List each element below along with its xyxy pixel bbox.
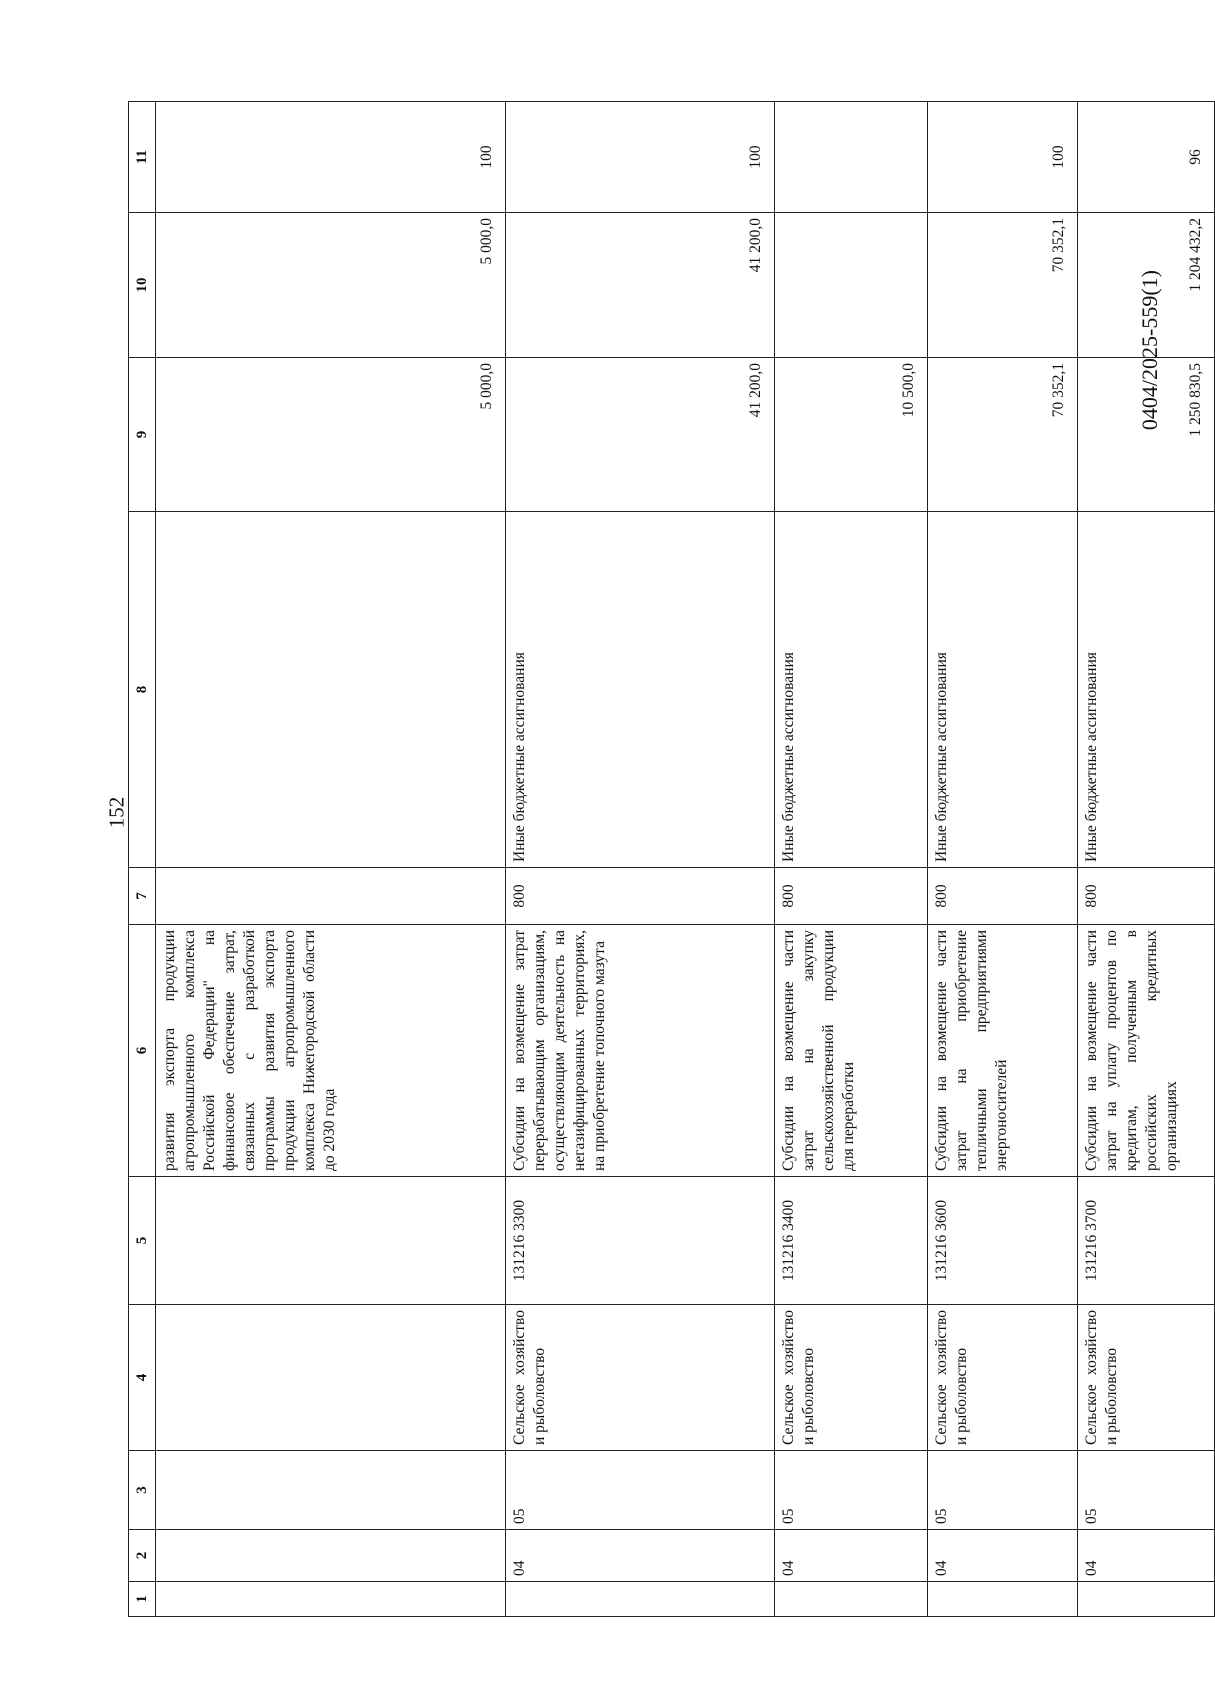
cell-col11: 100	[156, 102, 506, 213]
cell-col8: Иные бюджетные ассигнования	[505, 512, 774, 868]
cell-col2: 04	[1078, 1530, 1215, 1582]
col-header: 8	[129, 512, 156, 868]
cell-col9: 1 250 830,5	[1078, 358, 1215, 512]
cell-col10: 41 200,0	[505, 213, 774, 358]
cell-col10: 1 204 432,2	[1078, 213, 1215, 358]
cell-col1	[156, 1582, 506, 1617]
cell-col10	[774, 213, 927, 358]
col-header: 11	[129, 102, 156, 213]
document-code: 0404/2025-559(1)	[1137, 270, 1162, 431]
cell-col1	[774, 1582, 927, 1617]
cell-col9: 70 352,1	[927, 358, 1078, 512]
cell-col3: 05	[1078, 1451, 1215, 1530]
cell-col8: Иные бюджетные ассигнования	[774, 512, 927, 868]
col-header: 10	[129, 213, 156, 358]
col-header: 4	[129, 1305, 156, 1451]
cell-col4	[156, 1305, 506, 1451]
col-header: 5	[129, 1177, 156, 1305]
cell-col6: Субсидии на возмещение затрат перерабатывающим организациям, осуществляющим деятельность на негазифицированных территориях, на приобретение топочного мазута	[505, 925, 774, 1177]
cell-col8: Иные бюджетные ассигнования	[927, 512, 1078, 868]
budget-table	[128, 101, 1215, 1617]
cell-col1	[1078, 1582, 1215, 1617]
cell-col4: Сельское хозяйство и рыболовство	[774, 1305, 927, 1451]
cell-col7	[156, 868, 506, 925]
cell-col6: Субсидии на возмещение части затрат на уплату процентов по кредитам, полученным в российских кредитных организациях	[1078, 925, 1215, 1177]
cell-col7: 800	[927, 868, 1078, 925]
cell-col7: 800	[774, 868, 927, 925]
col-header: 6	[129, 925, 156, 1177]
col-header: 2	[129, 1530, 156, 1582]
cell-col5: 131216 3300	[505, 1177, 774, 1305]
cell-col3: 05	[505, 1451, 774, 1530]
cell-col5: 131216 3600	[927, 1177, 1078, 1305]
cell-col2: 04	[927, 1530, 1078, 1582]
cell-col6: Субсидии на возмещение части затрат на приобретение тепличными предприятиями энергоносителей	[927, 925, 1078, 1177]
cell-col10: 5 000,0	[156, 213, 506, 358]
cell-col2: 04	[774, 1530, 927, 1582]
table-row	[1078, 102, 1215, 1617]
table-row	[156, 102, 506, 1617]
cell-col11: 100	[505, 102, 774, 213]
table-row	[505, 102, 774, 1617]
cell-col7: 800	[1078, 868, 1215, 925]
cell-col8	[156, 512, 506, 868]
cell-col3: 05	[774, 1451, 927, 1530]
cell-col2	[156, 1530, 506, 1582]
rotated-table-wrapper	[128, 102, 1215, 1617]
col-header: 7	[129, 868, 156, 925]
cell-col3: 05	[927, 1451, 1078, 1530]
page-number: 152	[104, 796, 129, 829]
cell-col11: 100	[927, 102, 1078, 213]
cell-col4: Сельское хозяйство и рыболовство	[927, 1305, 1078, 1451]
cell-col6: развития экспорта продукции агропромышленного комплекса Российской Федерации" на финансовое обеспечение затрат, связанных с разработкой программы развития экспорта продукции агропромышленного комплекса Нижегородской области до 2030 года	[156, 925, 506, 1177]
header-row	[129, 102, 156, 1617]
col-header: 3	[129, 1451, 156, 1530]
cell-col5: 131216 3400	[774, 1177, 927, 1305]
cell-col9: 10 500,0	[774, 358, 927, 512]
cell-col3	[156, 1451, 506, 1530]
cell-col8: Иные бюджетные ассигнования	[1078, 512, 1215, 868]
col-header: 1	[129, 1582, 156, 1617]
cell-col1	[927, 1582, 1078, 1617]
cell-col5	[156, 1177, 506, 1305]
cell-col2: 04	[505, 1530, 774, 1582]
cell-col1	[505, 1582, 774, 1617]
table-row	[927, 102, 1078, 1617]
cell-col7: 800	[505, 868, 774, 925]
table-row	[774, 102, 927, 1617]
cell-col4: Сельское хозяйство и рыболовство	[505, 1305, 774, 1451]
cell-col9: 41 200,0	[505, 358, 774, 512]
cell-col6: Субсидии на возмещение части затрат на закупку сельскохозяйственной продукции для переработки	[774, 925, 927, 1177]
cell-col11: 96	[1078, 102, 1215, 213]
cell-col4: Сельское хозяйство и рыболовство	[1078, 1305, 1215, 1451]
col-header: 9	[129, 358, 156, 512]
cell-col9: 5 000,0	[156, 358, 506, 512]
cell-col11	[774, 102, 927, 213]
cell-col10: 70 352,1	[927, 213, 1078, 358]
cell-col5: 131216 3700	[1078, 1177, 1215, 1305]
